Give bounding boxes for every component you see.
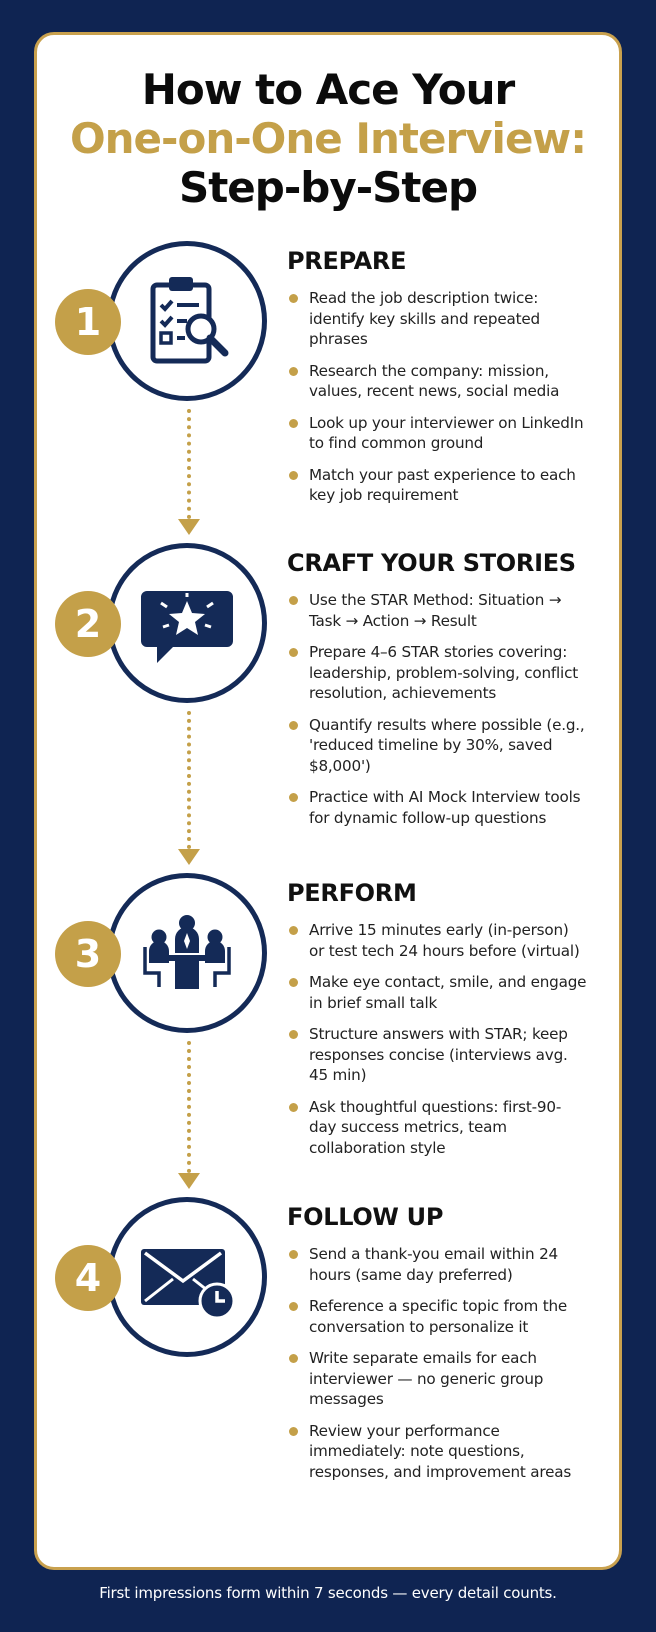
step-2-number-badge: 2 bbox=[55, 591, 121, 657]
step-2-bullet-list bbox=[287, 590, 587, 839]
list-item: Research the company: mission, values, recent news, social media bbox=[287, 361, 587, 402]
connector-arrow-3 bbox=[184, 1041, 194, 1189]
list-item: Review your performance immediately: note questions, responses, and improvement areas bbox=[287, 1421, 587, 1483]
connector-arrow-2 bbox=[184, 711, 194, 865]
list-item: Send a thank-you email within 24 hours (same day preferred) bbox=[287, 1244, 587, 1285]
step-1-number-badge: 1 bbox=[55, 289, 121, 355]
list-item: Write separate emails for each interviewer — no generic group messages bbox=[287, 1348, 587, 1410]
footer-tagline: First impressions form within 7 seconds — every detail counts. bbox=[99, 1584, 557, 1602]
list-item: Practice with AI Mock Interview tools for dynamic follow-up questions bbox=[287, 787, 587, 828]
step-4-number-badge: 4 bbox=[55, 1245, 121, 1311]
list-item: Use the STAR Method: Situation → Task → Action → Result bbox=[287, 590, 587, 631]
step-4-title: FOLLOW UP bbox=[287, 1203, 444, 1231]
list-item: Arrive 15 minutes early (in-person) or test tech 24 hours before (virtual) bbox=[287, 920, 587, 961]
connector-arrow-1 bbox=[184, 409, 194, 535]
page-title bbox=[37, 65, 619, 212]
list-item: Reference a specific topic from the conversation to personalize it bbox=[287, 1296, 587, 1337]
list-item: Ask thoughtful questions: first-90-day success metrics, team collaboration style bbox=[287, 1097, 587, 1159]
list-item: Prepare 4–6 STAR stories covering: leadership, problem-solving, conflict resolution, achievements bbox=[287, 642, 587, 704]
title-line-3: Step-by-Step bbox=[178, 163, 478, 212]
list-item: Read the job description twice: identify key skills and repeated phrases bbox=[287, 288, 587, 350]
step-2-icon-circle bbox=[107, 543, 267, 703]
step-4-icon-circle bbox=[107, 1197, 267, 1357]
clipboard-checklist-magnifier-icon bbox=[137, 271, 237, 371]
list-item: Look up your interviewer on LinkedIn to find common ground bbox=[287, 413, 587, 454]
star-speech-bubble-icon bbox=[137, 573, 237, 673]
step-1-bullet-list bbox=[287, 288, 587, 517]
list-item: Structure answers with STAR; keep responses concise (interviews avg. 45 min) bbox=[287, 1024, 587, 1086]
envelope-clock-icon bbox=[137, 1227, 237, 1327]
step-4-bullet-list bbox=[287, 1244, 587, 1493]
list-item: Quantify results where possible (e.g., 'reduced timeline by 30%, saved $8,000') bbox=[287, 715, 587, 777]
list-item: Make eye contact, smile, and engage in brief small talk bbox=[287, 972, 587, 1013]
step-2-title: CRAFT YOUR STORIES bbox=[287, 549, 576, 577]
step-3-bullet-list bbox=[287, 920, 587, 1169]
step-3-number-badge: 3 bbox=[55, 921, 121, 987]
title-line-1: How to Ace Your bbox=[141, 65, 515, 114]
step-1-icon-circle bbox=[107, 241, 267, 401]
infographic-card bbox=[34, 32, 622, 1570]
interview-table-people-icon bbox=[137, 903, 237, 1003]
list-item: Match your past experience to each key job requirement bbox=[287, 465, 587, 506]
step-1-title: PREPARE bbox=[287, 247, 407, 275]
step-3-icon-circle bbox=[107, 873, 267, 1033]
step-3-title: PERFORM bbox=[287, 879, 417, 907]
title-line-2: One-on-One Interview: bbox=[69, 114, 587, 163]
